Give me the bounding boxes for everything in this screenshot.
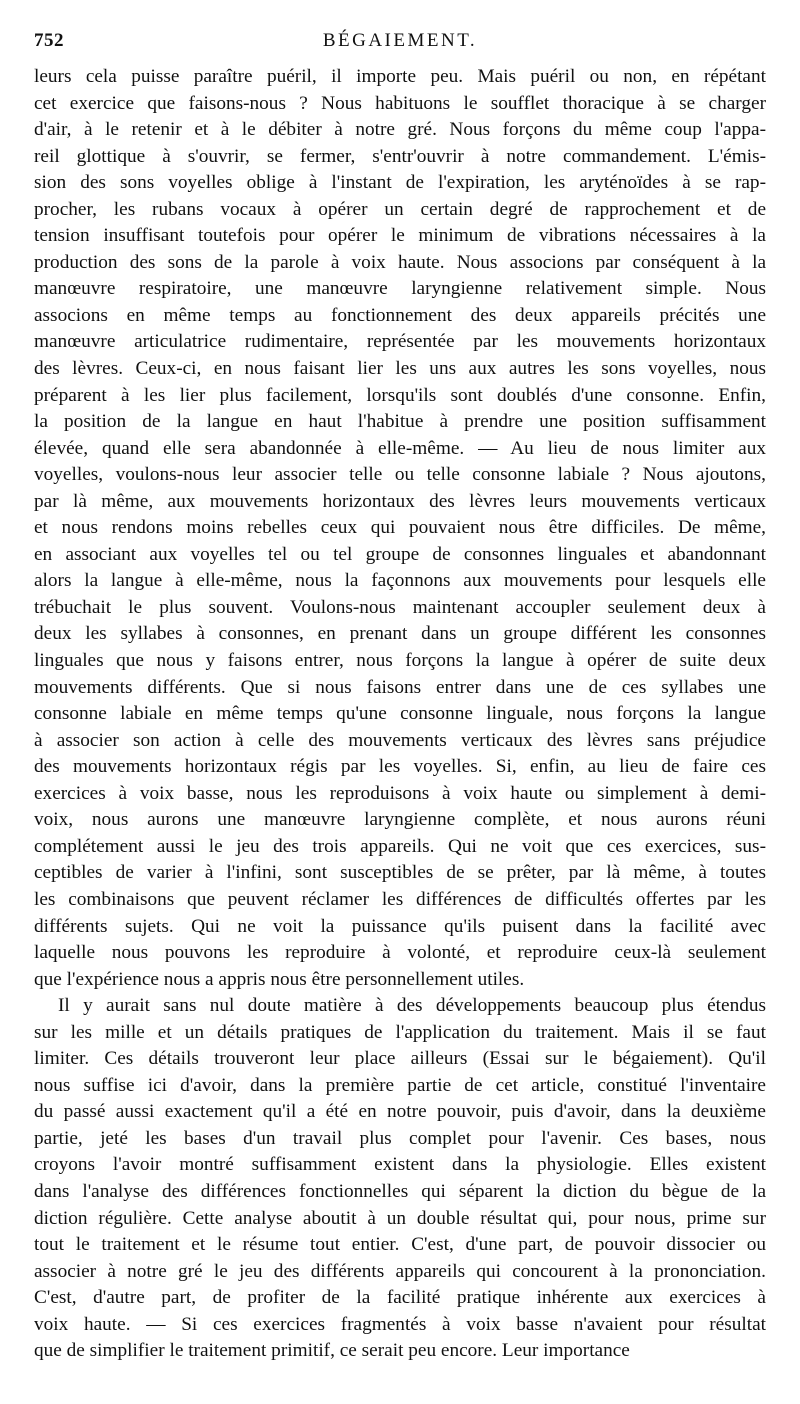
text-line: sion des sons voyelles oblige à l'instant de l'expiration, les aryténoïdes à se rap- (34, 172, 766, 194)
text-line: nous suffise ici d'avoir, dans la première partie de cet article, constitué l'inventaire (34, 1074, 766, 1096)
text-line: exercices à voix basse, nous les reproduisons à voix haute ou simplement à demi- (34, 782, 766, 804)
paragraph (34, 64, 766, 993)
text-line: et nous rendons moins rebelles ceux qui pouvaient nous être difficiles. De même, (34, 517, 766, 539)
text-line: la position de la langue en haut l'habitue à prendre une position suffisamment (34, 411, 766, 433)
text-line: préparent à les lier plus facilement, lorsqu'ils sont doublés d'une consonne. Enfin, (34, 384, 766, 406)
page-number: 752 (34, 30, 64, 51)
text-line: linguales que nous y faisons entrer, nous forçons la langue à opérer de suite deux (34, 650, 766, 672)
text-line: en associant aux voyelles tel ou tel groupe de consonnes linguales et abandonnant (34, 543, 766, 565)
text-line: que de simplifier le traitement primitif, ce serait peu encore. Leur importance (34, 1340, 630, 1362)
text-line: élevée, quand elle sera abandonnée à elle-même. — Au lieu de nous limiter aux (34, 437, 766, 459)
text-line: croyons l'avoir montré suffisamment existent dans la physiologie. Elles existent (34, 1154, 766, 1176)
running-title: BÉGAIEMENT. (322, 30, 478, 51)
paragraph (34, 993, 766, 1365)
text-line: deux les syllabes à consonnes, en prenant dans un groupe différent les consonnes (34, 623, 766, 645)
page-header (34, 30, 766, 60)
text-line: par là même, aux mouvements horizontaux des lèvres leurs mouvements verticaux (34, 490, 766, 512)
text-line: manœuvre respiratoire, une manœuvre laryngienne relativement simple. Nous (34, 278, 766, 300)
text-line: ceptibles de varier à l'infini, sont susceptibles de se prêter, par là même, à toutes (34, 862, 766, 884)
text-line: voix, nous aurons une manœuvre laryngienne complète, et nous aurons réuni (34, 809, 766, 831)
text-line: mouvements différents. Que si nous faisons entrer dans une de ces syllabes une (34, 676, 766, 698)
text-line: voyelles, voulons-nous leur associer telle ou telle consonne labiale ? Nous ajoutons, (34, 464, 766, 486)
text-line: tension insuffisant toutefois pour opérer le minimum de vibrations nécessaires à la (34, 225, 766, 247)
text-line: production des sons de la parole à voix haute. Nous associons par conséquent à la (34, 251, 766, 273)
text-line: laquelle nous pouvons les reproduire à volonté, et reproduire ceux-là seulement (34, 942, 766, 964)
text-line: reil glottique à s'ouvrir, se fermer, s'entr'ouvrir à notre commandement. L'émis- (34, 145, 766, 167)
text-line: Il y aurait sans nul doute matière à des développements beaucoup plus étendus (58, 995, 766, 1017)
text-line: tout le traitement et le résume tout entier. C'est, d'une part, de pouvoir dissocier ou (34, 1234, 766, 1256)
text-line: associer à notre gré le jeu des différents appareils qui concourent à la prononciation. (34, 1260, 766, 1282)
text-line: associons en même temps au fonctionnement des deux appareils précités une (34, 304, 766, 326)
text-line: trébuchait le plus souvent. Voulons-nous maintenant accoupler seulement deux à (34, 596, 766, 618)
text-line: C'est, d'autre part, de profiter de la facilité pratique inhérente aux exercices à (34, 1287, 766, 1309)
text-line: leurs cela puisse paraître puéril, il importe peu. Mais puéril ou non, en répétant (34, 66, 766, 87)
text-line: que l'expérience nous a appris nous être personnellement utiles. (34, 968, 525, 990)
text-line: différents sujets. Qui ne voit la puissance qu'ils puisent dans la facilité avec (34, 915, 766, 937)
text-line: procher, les rubans vocaux à opérer un certain degré de rapprochement et de (34, 198, 766, 220)
text-line: dans l'analyse des différences fonctionnelles qui séparent la diction du bègue de la (34, 1180, 766, 1202)
text-line: consonne labiale en même temps qu'une consonne linguale, nous forçons la langue (34, 703, 766, 725)
text-line: manœuvre articulatrice rudimentaire, représentée par les mouvements horizontaux (34, 331, 766, 353)
text-line: diction régulière. Cette analyse aboutit à un double résultat qui, pour nous, prime sur (34, 1207, 766, 1229)
text-line: des mouvements horizontaux régis par les voyelles. Si, enfin, au lieu de faire ces (34, 756, 766, 778)
text-line: alors la langue à elle-même, nous la façonnons aux mouvements pour lesquels elle (34, 570, 766, 592)
text-line: sur les mille et un détails pratiques de l'application du traitement. Mais il se faut (34, 1021, 766, 1043)
text-line: voix haute. — Si ces exercices fragmentés à voix basse n'avaient pour résultat (34, 1313, 766, 1335)
text-line: à associer son action à celle des mouvements verticaux des lèvres sans préjudice (34, 729, 766, 751)
text-line: les combinaisons que peuvent réclamer les différences de difficultés offertes par les (34, 888, 766, 910)
text-line: des lèvres. Ceux-ci, en nous faisant lier les uns aux autres les sons voyelles, nous (34, 358, 766, 380)
text-line: partie, jeté les bases d'un travail plus complet pour l'avenir. Ces bases, nous (34, 1127, 766, 1149)
body-text (34, 64, 766, 1365)
text-line: du passé aussi exactement qu'il a été en notre pouvoir, puis d'avoir, dans la deuxième (34, 1101, 766, 1123)
text-line: limiter. Ces détails trouveront leur place ailleurs (Essai sur le bégaiement). Qu'il (34, 1048, 766, 1070)
text-line: d'air, à le retenir et à le débiter à notre gré. Nous forçons du même coup l'appa- (34, 119, 766, 141)
text-line: complétement aussi le jeu des trois appareils. Qui ne voit que ces exercices, sus- (34, 835, 766, 857)
text-line: cet exercice que faisons-nous ? Nous habituons le soufflet thoracique à se charger (34, 92, 766, 114)
